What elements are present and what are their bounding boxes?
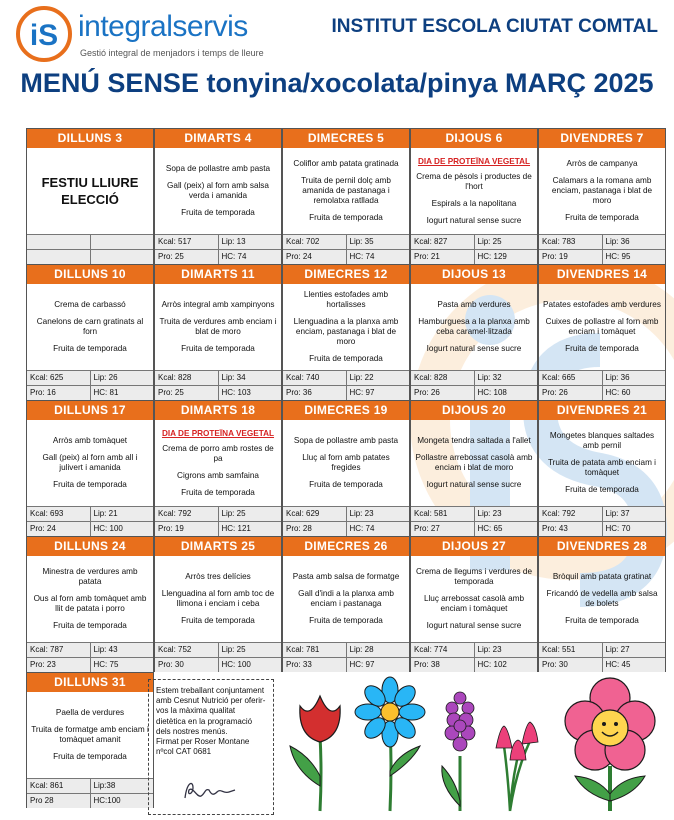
nutrition-row (155, 506, 281, 521)
nutrition-info (155, 642, 281, 671)
nutrition-info (539, 370, 665, 399)
page-title: MENÚ SENSE tonyina/xocolata/pinya MARÇ 2025 (20, 68, 654, 98)
nutrition-row (539, 370, 665, 385)
dish-item: Llenguadina a la planxa amb enciam, pastanaga i blat de moro (293, 317, 399, 346)
dish-item: Hamburguesa a la planxa amb ceba caramel·litzada (418, 317, 530, 336)
dish-item: Gall (peix) al forn amb all i julivert i amanida (42, 453, 138, 472)
nutrition-hc: HC: 70 (605, 524, 631, 533)
dish-item: Fruita de temporada (181, 208, 255, 217)
nutrition-pro (27, 250, 91, 264)
nutrition-hc: HC: 74 (349, 252, 375, 261)
day-cell (154, 536, 282, 672)
day-cell (154, 400, 282, 536)
holiday-label: FESTIU LLIURE ELECCIÓ (41, 175, 139, 207)
nutrition-row (411, 506, 537, 521)
day-header: DIMECRES 12 (283, 265, 409, 284)
nutrition-pro: Pro: 30 (155, 658, 219, 672)
nutrition-kcal: Kcal: 740 (283, 371, 347, 385)
nutrition-note (148, 679, 274, 815)
nutrition-row (155, 370, 281, 385)
nutrition-lip: Lip: 23 (349, 509, 374, 518)
nutrition-lip: Lip: 36 (605, 237, 630, 246)
nutrition-row (539, 521, 665, 536)
dish-item: Pollastre arrebossat casolà amb enciam i blat de moro (415, 453, 533, 472)
dish-item: Iogurt natural sense sucre (426, 215, 522, 225)
nutrition-kcal: Kcal: 517 (155, 235, 219, 249)
nutrition-lip: Lip: 13 (221, 237, 246, 246)
nutrition-kcal: Kcal: 792 (539, 507, 603, 521)
dish-item: Fruita de temporada (181, 344, 255, 353)
nutrition-row (155, 385, 281, 400)
day-header: DIVENDRES 21 (539, 401, 665, 420)
nutrition-row (411, 657, 537, 672)
dish-item: Llenties estofades amb hortalisses (303, 290, 389, 309)
dish-item: Iogurt natural sense sucre (426, 621, 522, 630)
nutrition-hc: HC: 100 (221, 660, 251, 669)
dish-item: Cigrons amb samfaina (177, 470, 259, 480)
day-menu (283, 556, 409, 642)
nutrition-row (27, 793, 153, 808)
nutrition-pro: Pro: 38 (411, 658, 475, 672)
dish-item: Fruita de temporada (309, 354, 383, 363)
nutrition-kcal: Kcal: 828 (155, 371, 219, 385)
nutrition-row (155, 521, 281, 536)
day-header: DIJOUS 6 (411, 129, 537, 148)
nutrition-pro: Pro: 24 (283, 250, 347, 264)
nutrition-kcal: Kcal: 787 (27, 643, 91, 657)
day-menu (27, 420, 153, 506)
nutrition-hc: HC: 60 (605, 388, 631, 397)
note-text: Estem treballant conjuntament amb Cesnut Nutrició per oferir-vos la màxima qualitat dietètica en la programació dels nostres menús. (156, 686, 266, 736)
day-cell (26, 400, 154, 536)
dish-item: Gall (peix) al forn amb salsa verda i amanida (167, 181, 269, 200)
brand-name: integralservis (78, 10, 248, 43)
nutrition-lip: Lip: 23 (477, 509, 502, 518)
day-header: DILLUNS 24 (27, 537, 153, 556)
day-header: DIJOUS 20 (411, 401, 537, 420)
nutrition-pro: Pro: 43 (539, 522, 603, 536)
dish-item: Sopa de pollastre amb pasta (165, 164, 271, 173)
dish-item: Truita de formatge amb enciam i tomàquet amanit (31, 725, 149, 744)
nutrition-kcal: Kcal: 752 (155, 643, 219, 657)
day-header: DIMARTS 4 (155, 129, 281, 148)
nutrition-row (283, 506, 409, 521)
vegetal-protein-label: DIA DE PROTEÏNA VEGETAL (417, 156, 531, 166)
nutrition-kcal: Kcal: 581 (411, 507, 475, 521)
day-menu (283, 420, 409, 506)
dish-item: Pasta amb salsa de formatge (292, 572, 400, 581)
dish-item: Iogurt natural sense sucre (426, 480, 522, 489)
day-menu (539, 556, 665, 642)
nutrition-kcal (27, 235, 91, 249)
day-cell (538, 128, 666, 264)
nutrition-kcal: Kcal: 551 (539, 643, 603, 657)
nutrition-info (283, 370, 409, 399)
dish-item: Arròs integral amb xampinyons (161, 300, 275, 309)
day-menu (411, 420, 537, 506)
nutrition-info (283, 234, 409, 263)
nutrition-row (27, 370, 153, 385)
day-header: DIVENDRES 7 (539, 129, 665, 148)
nutrition-hc: HC: 129 (477, 252, 507, 261)
day-cell (410, 400, 538, 536)
day-menu (155, 148, 281, 234)
dish-item: Arròs de campanya (566, 159, 638, 168)
nutrition-hc: HC: 74 (349, 524, 375, 533)
nutrition-row (539, 249, 665, 264)
nutrition-info (283, 642, 409, 671)
dish-item: Bròquil amb patata gratinat (552, 572, 652, 581)
dish-item: Mongeta tendra saltada a l'allet (417, 436, 531, 445)
nutrition-kcal: Kcal: 828 (411, 371, 475, 385)
brand-logo (16, 6, 316, 62)
note-signature-text: Firmat per Roser Montane nºcol CAT 0681 (156, 737, 250, 757)
nutrition-pro: Pro: 36 (283, 386, 347, 400)
nutrition-row (411, 642, 537, 657)
flowers-illustration (280, 676, 672, 816)
day-menu (411, 556, 537, 642)
nutrition-kcal: Kcal: 827 (411, 235, 475, 249)
nutrition-pro: Pro: 26 (539, 386, 603, 400)
nutrition-row (539, 506, 665, 521)
nutrition-lip: Lip: 21 (93, 509, 118, 518)
dish-item: Gall d'indi a la planxa amb enciam i pastanaga (298, 589, 394, 608)
nutrition-lip: Lip: 26 (93, 373, 118, 382)
dish-item: Fruita de temporada (565, 485, 639, 494)
nutrition-info (411, 370, 537, 399)
dish-item: Calamars a la romana amb enciam, pastanaga i blat de moro (551, 176, 653, 205)
nutrition-kcal: Kcal: 665 (539, 371, 603, 385)
dish-item: Ous al forn amb tomàquet amb llit de patata i porro (33, 594, 147, 613)
dish-item: Fruita de temporada (53, 621, 127, 630)
day-cell (154, 264, 282, 400)
week-row (26, 400, 666, 536)
nutrition-info (539, 234, 665, 263)
dish-item: Crema de pèsols i productes de l'hort (416, 171, 532, 191)
dish-item: Fruita de temporada (309, 480, 383, 489)
nutrition-info (27, 234, 153, 263)
nutrition-kcal: Kcal: 625 (27, 371, 91, 385)
nutrition-kcal: Kcal: 702 (283, 235, 347, 249)
nutrition-kcal: Kcal: 783 (539, 235, 603, 249)
nutrition-row (411, 385, 537, 400)
nutrition-pro: Pro: 28 (283, 522, 347, 536)
day-menu (27, 556, 153, 642)
dish-item: Lluç al forn amb patates fregides (302, 453, 390, 472)
nutrition-row (411, 370, 537, 385)
nutrition-info (27, 778, 153, 807)
nutrition-row (539, 642, 665, 657)
nutrition-row (283, 370, 409, 385)
nutrition-row (27, 521, 153, 536)
nutrition-row (411, 521, 537, 536)
day-cell (282, 264, 410, 400)
nutrition-row (27, 778, 153, 793)
day-header: DIJOUS 27 (411, 537, 537, 556)
week-row (26, 536, 666, 672)
day-menu (539, 284, 665, 370)
nutrition-lip: Lip: 25 (221, 645, 246, 654)
day-header: DILLUNS 3 (27, 129, 153, 148)
dish-item: Truita de verdures amb enciam i blat de moro (159, 317, 277, 336)
nutrition-row (411, 249, 537, 264)
week-row (26, 264, 666, 400)
dish-item: Lluç arrebossat casolà amb enciam i tomàquet (423, 594, 525, 613)
nutrition-row (283, 385, 409, 400)
nutrition-hc: HC: 45 (605, 660, 631, 669)
nutrition-info (155, 234, 281, 263)
svg-text:iS: iS (29, 19, 59, 52)
nutrition-row (283, 234, 409, 249)
nutrition-pro: Pro: 30 (539, 658, 603, 672)
dish-item: Fruita de temporada (53, 344, 127, 353)
nutrition-hc: HC: 75 (93, 660, 119, 669)
dish-item: Fruita de temporada (309, 213, 383, 222)
day-menu (283, 284, 409, 370)
signature-icon (179, 776, 239, 804)
dish-item: Iogurt natural sense sucre (426, 344, 522, 353)
day-cell (282, 536, 410, 672)
nutrition-kcal: Kcal: 693 (27, 507, 91, 521)
nutrition-lip: Lip: 25 (477, 237, 502, 246)
nutrition-info (27, 370, 153, 399)
nutrition-hc (91, 250, 154, 264)
day-header: DIMARTS 18 (155, 401, 281, 420)
nutrition-kcal: Kcal: 629 (283, 507, 347, 521)
nutrition-info (411, 642, 537, 671)
day-header: DIMARTS 11 (155, 265, 281, 284)
nutrition-info (155, 370, 281, 399)
day-menu (155, 556, 281, 642)
nutrition-info (283, 506, 409, 535)
nutrition-lip: Lip: 27 (605, 645, 630, 654)
dish-item: Fruita de temporada (181, 487, 255, 497)
nutrition-hc: HC: 81 (93, 388, 119, 397)
nutrition-info (155, 506, 281, 535)
nutrition-pro: Pro: 23 (27, 658, 91, 672)
dish-item: Fruita de temporada (565, 616, 639, 625)
brand-tagline: Gestió integral de menjadors i temps de lleure (80, 48, 264, 58)
nutrition-info (539, 642, 665, 671)
dish-item: Truita de patata amb enciam i tomàquet (547, 458, 656, 477)
dish-item: Crema de carbassó (54, 300, 126, 309)
day-cell (538, 264, 666, 400)
dish-item: Arròs tres delícies (185, 572, 251, 581)
day-cell (26, 536, 154, 672)
day-menu (155, 420, 281, 506)
nutrition-pro: Pro: 26 (411, 386, 475, 400)
dish-item: Espirals a la napolitana (431, 198, 517, 208)
day-header: DIVENDRES 14 (539, 265, 665, 284)
day-cell (410, 128, 538, 264)
day-header: DIMECRES 26 (283, 537, 409, 556)
day-header: DIVENDRES 28 (539, 537, 665, 556)
day-menu (539, 148, 665, 234)
nutrition-lip (91, 235, 154, 249)
nutrition-pro: Pro: 19 (155, 522, 219, 536)
nutrition-pro: Pro 28 (27, 794, 91, 808)
nutrition-row (283, 642, 409, 657)
dish-item: Fruita de temporada (181, 616, 255, 625)
day-header: DIMARTS 25 (155, 537, 281, 556)
day-menu (539, 420, 665, 506)
dish-item: Arròs amb tomàquet (52, 436, 128, 445)
nutrition-row (27, 385, 153, 400)
dish-item: Paella de verdures (55, 708, 125, 717)
nutrition-hc: HC: 103 (221, 388, 251, 397)
day-cell (538, 400, 666, 536)
dish-item: Crema de llegums i verdures de temporada (415, 567, 533, 586)
nutrition-kcal: Kcal: 774 (411, 643, 475, 657)
nutrition-row (27, 642, 153, 657)
nutrition-kcal: Kcal: 861 (27, 779, 91, 793)
nutrition-hc: HC: 121 (221, 524, 251, 533)
dish-item: Truita de pernil dolç amb amanida de pastanaga i remolatxa ratllada (301, 176, 391, 205)
dish-item: Minestra de verdures amb patata (42, 567, 138, 586)
nutrition-row (27, 657, 153, 672)
day-cell (282, 400, 410, 536)
day-cell (154, 128, 282, 264)
nutrition-hc: HC: 97 (349, 388, 375, 397)
nutrition-info (539, 506, 665, 535)
nutrition-hc: HC:100 (93, 796, 121, 805)
nutrition-lip: Lip: 28 (349, 645, 374, 654)
day-menu (411, 284, 537, 370)
day-header: DILLUNS 31 (27, 673, 153, 692)
nutrition-row (539, 234, 665, 249)
nutrition-row (411, 234, 537, 249)
nutrition-lip: Lip: 22 (349, 373, 374, 382)
day-cell (26, 264, 154, 400)
nutrition-info (411, 234, 537, 263)
dish-item: Patates estofades amb verdures (543, 300, 661, 309)
nutrition-kcal: Kcal: 792 (155, 507, 219, 521)
dish-item: Fruita de temporada (565, 213, 639, 222)
school-name: INSTITUT ESCOLA CIUTAT COMTAL (331, 16, 658, 37)
nutrition-row (155, 642, 281, 657)
nutrition-row (539, 657, 665, 672)
page-header (0, 0, 674, 110)
dish-item: Fricandó de vedella amb salsa de bolets (546, 589, 658, 608)
day-cell (410, 536, 538, 672)
nutrition-hc: HC: 102 (477, 660, 507, 669)
nutrition-row (155, 249, 281, 264)
dish-item: Fruita de temporada (565, 344, 639, 353)
nutrition-pro: Pro: 27 (411, 522, 475, 536)
nutrition-pro: Pro: 24 (27, 522, 91, 536)
nutrition-row (27, 249, 153, 264)
day-cell (26, 672, 154, 808)
dish-item: Sopa de pollastre amb pasta (293, 436, 399, 445)
nutrition-lip: Lip: 25 (221, 509, 246, 518)
dish-item: Canelons de carn gratinats al forn (36, 317, 144, 336)
nutrition-hc: HC: 95 (605, 252, 631, 261)
day-header: DIJOUS 13 (411, 265, 537, 284)
nutrition-kcal: Kcal: 781 (283, 643, 347, 657)
week-row (26, 128, 666, 264)
nutrition-pro: Pro: 19 (539, 250, 603, 264)
day-menu (411, 148, 537, 234)
nutrition-lip: Lip: 34 (221, 373, 246, 382)
nutrition-pro: Pro: 16 (27, 386, 91, 400)
nutrition-row (155, 657, 281, 672)
nutrition-lip: Lip: 35 (349, 237, 374, 246)
day-cell (538, 536, 666, 672)
nutrition-row (27, 234, 153, 249)
nutrition-info (27, 642, 153, 671)
day-cell (282, 128, 410, 264)
nutrition-lip: Lip: 36 (605, 373, 630, 382)
nutrition-pro: Pro: 25 (155, 250, 219, 264)
nutrition-lip: Lip: 23 (477, 645, 502, 654)
day-menu (27, 148, 153, 234)
dish-item: Fruita de temporada (53, 752, 127, 761)
day-menu (283, 148, 409, 234)
nutrition-row (283, 249, 409, 264)
day-cell (410, 264, 538, 400)
dish-item: Coliflor amb patata gratinada (293, 159, 399, 168)
nutrition-pro: Pro: 25 (155, 386, 219, 400)
day-header: DILLUNS 10 (27, 265, 153, 284)
dish-item: Mongetes blanques saltades amb pernil (549, 431, 655, 450)
dish-item: Llenguadina al forn amb toc de llimona i enciam i ceba (161, 589, 275, 608)
nutrition-lip: Lip:38 (93, 781, 116, 790)
nutrition-hc: HC: 65 (477, 524, 503, 533)
nutrition-row (539, 385, 665, 400)
dish-item: Fruita de temporada (53, 480, 127, 489)
day-cell (26, 128, 154, 264)
dish-item: Fruita de temporada (309, 616, 383, 625)
day-header: DIMECRES 19 (283, 401, 409, 420)
nutrition-hc: HC: 108 (477, 388, 507, 397)
nutrition-lip: Lip: 43 (93, 645, 118, 654)
day-menu (155, 284, 281, 370)
nutrition-pro: Pro: 21 (411, 250, 475, 264)
day-menu (27, 284, 153, 370)
vegetal-protein-label: DIA DE PROTEÏNA VEGETAL (161, 428, 275, 438)
day-menu (27, 692, 153, 778)
nutrition-info (411, 506, 537, 535)
nutrition-lip: Lip: 37 (605, 509, 630, 518)
nutrition-lip: Lip: 32 (477, 373, 502, 382)
nutrition-row (155, 234, 281, 249)
nutrition-row (283, 521, 409, 536)
dish-item: Pasta amb verdures (437, 300, 511, 309)
dish-item: Cuixes de pollastre al forn amb enciam i tomàquet (545, 317, 659, 336)
nutrition-row (27, 506, 153, 521)
dish-item: Crema de porro amb rostes de pa (162, 443, 274, 463)
nutrition-info (27, 506, 153, 535)
nutrition-row (283, 657, 409, 672)
nutrition-hc: HC: 97 (349, 660, 375, 669)
day-header: DILLUNS 17 (27, 401, 153, 420)
nutrition-hc: HC: 100 (93, 524, 123, 533)
day-header: DIMECRES 5 (283, 129, 409, 148)
nutrition-pro: Pro: 33 (283, 658, 347, 672)
integralservis-logo-icon (16, 6, 72, 62)
nutrition-hc: HC: 74 (221, 252, 247, 261)
